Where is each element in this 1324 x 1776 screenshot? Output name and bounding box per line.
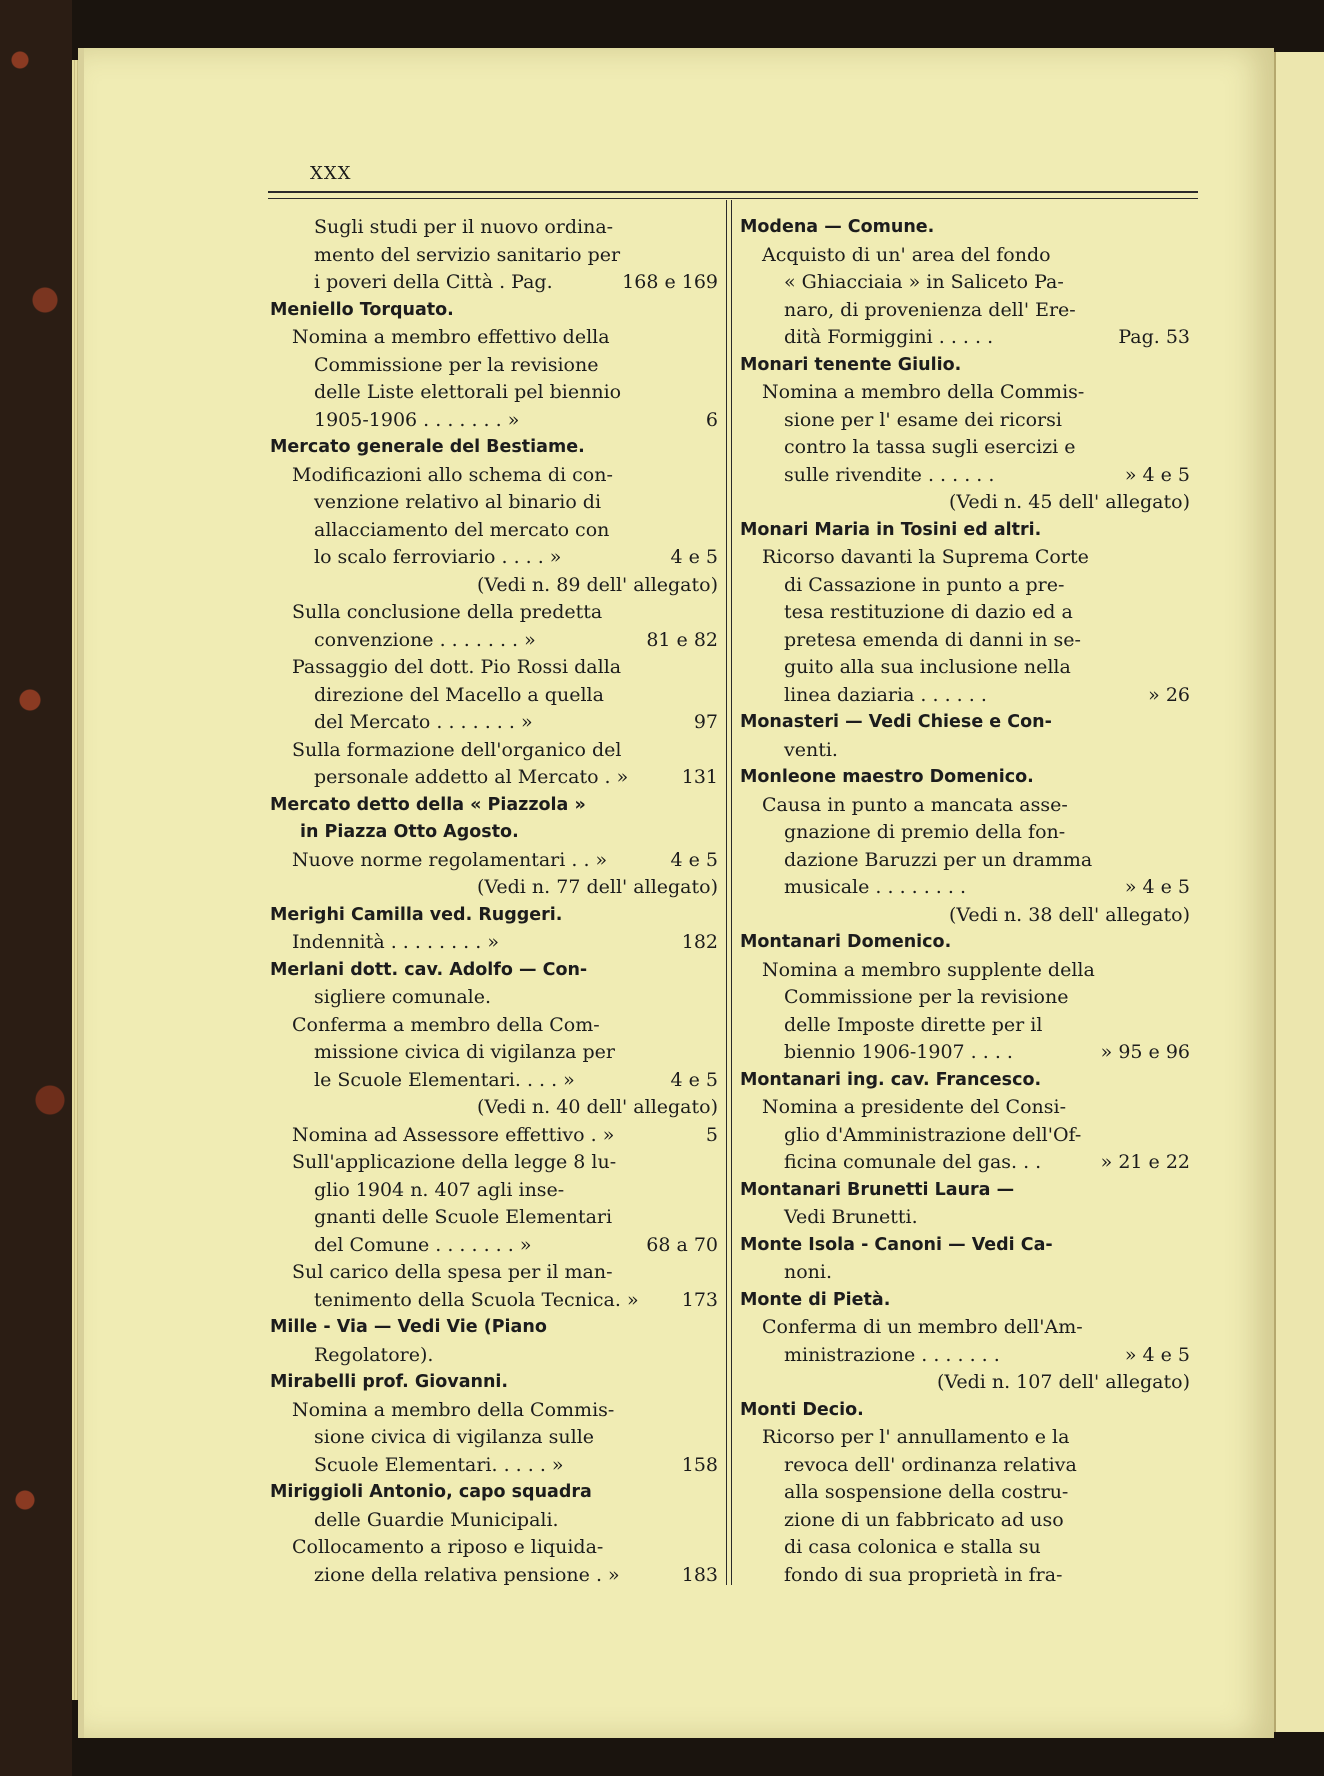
left-column bbox=[270, 214, 718, 1589]
subentry-last-line bbox=[740, 324, 1190, 352]
subentry-line: Nomina a membro della Commis- bbox=[292, 1398, 615, 1421]
subentry-text: 1905-1906 . . . . . . . » bbox=[314, 408, 520, 431]
subentry-last-line bbox=[270, 929, 718, 957]
subentry-text: musicale . . . . . . . . bbox=[784, 876, 967, 898]
page-number: 173 bbox=[681, 1288, 718, 1311]
subentry-line: Sugli studi per il nuovo ordina- bbox=[314, 216, 614, 238]
subentry-line: Nomina a membro supplente della bbox=[762, 958, 1095, 981]
subentry-line: Sulla formazione dell'organico del bbox=[292, 738, 622, 761]
subentry-line: Causa in punto a mancata asse- bbox=[762, 793, 1068, 816]
subentry-text: del Comune . . . . . . . » bbox=[314, 1233, 532, 1256]
index-continuation: Vedi Brunetti. bbox=[784, 1206, 918, 1228]
index-heading: Mercato generale del Bestiame. bbox=[270, 437, 585, 457]
subentry-line: fondo di sua proprietà in fra- bbox=[784, 1563, 1063, 1586]
subentry-line: allacciamento del mercato con bbox=[314, 518, 610, 541]
subentry-line: gnazione di premio della fon- bbox=[784, 821, 1066, 843]
subentry-last-line bbox=[740, 1342, 1190, 1370]
subentry-last-line bbox=[270, 764, 718, 792]
subentry-text: i poveri della Città . Pag. bbox=[314, 271, 553, 293]
index-continuation: venti. bbox=[784, 738, 838, 761]
subentry-last-line bbox=[740, 874, 1190, 902]
page-number: 168 e 169 bbox=[622, 271, 718, 293]
column-divider bbox=[726, 200, 732, 1585]
subentry-text: Nuove norme regolamentari . . » bbox=[292, 848, 608, 871]
index-heading: in Piazza Otto Agosto. bbox=[300, 822, 519, 842]
subentry-line: Sull'applicazione della legge 8 lu- bbox=[292, 1151, 617, 1173]
subentry-line: delle Liste elettorali pel biennio bbox=[314, 381, 622, 403]
allegato-reference: (Vedi n. 89 dell' allegato) bbox=[477, 573, 718, 596]
subentry-line: Commissione per la revisione bbox=[314, 353, 599, 376]
index-subentry bbox=[270, 1259, 718, 1314]
subentry-line: di Cassazione in punto a pre- bbox=[784, 573, 1065, 596]
subentry-line: sione civica di vigilanza sulle bbox=[314, 1426, 595, 1448]
index-heading: Montanari Domenico. bbox=[740, 932, 952, 952]
index-heading: Merighi Camilla ved. Ruggeri. bbox=[270, 904, 563, 925]
index-subentry bbox=[740, 1314, 1190, 1369]
index-heading: Monleone maestro Domenico. bbox=[740, 767, 1034, 787]
subentry-line: Sulla conclusione della predetta bbox=[292, 601, 603, 623]
page-number: 182 bbox=[681, 931, 718, 953]
subentry-last-line bbox=[740, 462, 1190, 490]
subentry-line: Sul carico della spesa per il man- bbox=[292, 1261, 613, 1283]
allegato-reference: (Vedi n. 107 dell' allegato) bbox=[936, 1371, 1190, 1393]
index-subentry bbox=[270, 1122, 718, 1150]
subentry-line: Ricorso davanti la Suprema Corte bbox=[762, 546, 1089, 568]
index-heading: Miriggioli Antonio, capo squadra bbox=[270, 1482, 592, 1502]
index-heading: Monti Decio. bbox=[740, 1399, 864, 1420]
subentry-text: linea daziaria . . . . . . bbox=[784, 683, 987, 706]
page-number: 158 bbox=[681, 1453, 718, 1476]
subentry-line: naro, di provenienza dell' Ere- bbox=[784, 298, 1076, 321]
page-number: 4 e 5 bbox=[670, 546, 718, 568]
book-binding bbox=[0, 0, 72, 1776]
subentry-line: Nomina a membro effettivo della bbox=[292, 326, 610, 348]
index-subentry bbox=[270, 462, 718, 572]
subentry-line: direzione del Macello a quella bbox=[314, 683, 604, 706]
index-heading: Merlani dott. cav. Adolfo — Con- bbox=[270, 959, 588, 980]
subentry-line: zione di un fabbricato ad uso bbox=[784, 1508, 1064, 1531]
subentry-line: Commissione per la revisione bbox=[784, 986, 1069, 1008]
right-column bbox=[740, 214, 1190, 1589]
allegato-reference: (Vedi n. 40 dell' allegato) bbox=[477, 1096, 718, 1118]
index-subentry bbox=[270, 1149, 718, 1259]
page-number: 4 e 5 bbox=[670, 848, 718, 871]
page-number: 4 e 5 bbox=[670, 1068, 718, 1091]
subentry-text: dità Formiggini . . . . . bbox=[784, 326, 994, 348]
index-continuation: sigliere comunale. bbox=[314, 986, 492, 1008]
subentry-text: biennio 1906-1907 . . . . bbox=[784, 1041, 1013, 1063]
subentry-line: Acquisto di un' area del fondo bbox=[762, 243, 1051, 266]
subentry-text: personale addetto al Mercato . » bbox=[314, 766, 629, 788]
index-subentry bbox=[270, 1397, 718, 1480]
index-continuation: noni. bbox=[784, 1261, 833, 1283]
subentry-line: Ricorso per l' annullamento e la bbox=[762, 1426, 1070, 1448]
index-subentry bbox=[740, 379, 1190, 489]
subentry-last-line bbox=[270, 269, 718, 297]
page-number: 183 bbox=[681, 1563, 718, 1586]
page-number: » 26 bbox=[1148, 683, 1190, 706]
index-heading: Monari Maria in Tosini ed altri. bbox=[740, 519, 1042, 540]
subentry-last-line bbox=[270, 1287, 718, 1315]
header-rule bbox=[268, 191, 1198, 193]
index-heading: Mille - Via — Vedi Vie (Piano bbox=[270, 1317, 547, 1337]
allegato-reference: (Vedi n. 45 dell' allegato) bbox=[949, 491, 1190, 513]
index-subentry bbox=[270, 929, 718, 957]
subentry-text: lo scalo ferroviario . . . . » bbox=[314, 546, 562, 568]
subentry-text: ministrazione . . . . . . . bbox=[784, 1343, 1000, 1366]
running-head: XXX bbox=[310, 163, 352, 184]
page-number: 68 a 70 bbox=[646, 1233, 718, 1256]
allegato-reference: (Vedi n. 38 dell' allegato) bbox=[949, 903, 1190, 926]
subentry-last-line bbox=[270, 407, 718, 435]
subentry-last-line bbox=[270, 847, 718, 875]
index-subentry bbox=[740, 242, 1190, 352]
subentry-last-line bbox=[270, 709, 718, 737]
subentry-last-line bbox=[270, 1122, 718, 1150]
page-number: Pag. 53 bbox=[1118, 326, 1190, 348]
index-subentry bbox=[270, 1534, 718, 1589]
subentry-last-line bbox=[740, 682, 1190, 710]
allegato-reference: (Vedi n. 77 dell' allegato) bbox=[477, 876, 718, 898]
subentry-line: Conferma a membro della Com- bbox=[292, 1013, 600, 1036]
subentry-line: di casa colonica e stalla su bbox=[784, 1536, 1041, 1558]
index-heading: Monari tenente Giulio. bbox=[740, 354, 962, 375]
facing-page-edge bbox=[1274, 52, 1324, 1732]
index-heading: Meniello Torquato. bbox=[270, 299, 454, 320]
subentry-line: alla sospensione della costru- bbox=[784, 1481, 1069, 1503]
subentry-line: tesa restituzione di dazio ed a bbox=[784, 601, 1073, 623]
page-number: 81 e 82 bbox=[646, 628, 718, 651]
subentry-line: sione per l' esame dei ricorsi bbox=[784, 408, 1062, 431]
index-subentry bbox=[270, 654, 718, 737]
index-subentry bbox=[270, 324, 718, 434]
subentry-last-line bbox=[270, 544, 718, 572]
index-subentry bbox=[270, 847, 718, 875]
subentry-line: gnanti delle Scuole Elementari bbox=[314, 1206, 613, 1228]
index-heading: Monte di Pietà. bbox=[740, 1289, 891, 1310]
index-subentry bbox=[740, 544, 1190, 709]
subentry-text: tenimento della Scuola Tecnica. » bbox=[314, 1288, 639, 1311]
subentry-line: mento del servizio sanitario per bbox=[314, 243, 621, 266]
subentry-line: Nomina a membro della Commis- bbox=[762, 381, 1085, 403]
index-heading: Mirabelli prof. Giovanni. bbox=[270, 1372, 509, 1392]
index-continuation: delle Guardie Municipali. bbox=[314, 1508, 559, 1531]
subentry-line: Passaggio del dott. Pio Rossi dalla bbox=[292, 656, 622, 678]
subentry-last-line bbox=[270, 1562, 718, 1590]
subentry-line: contro la tassa sugli esercizi e bbox=[784, 436, 1076, 458]
subentry-line: dazione Baruzzi per un dramma bbox=[784, 848, 1093, 871]
index-subentry bbox=[740, 1424, 1190, 1589]
page-number: » 21 e 22 bbox=[1100, 1151, 1190, 1173]
subentry-text: del Mercato . . . . . . . » bbox=[314, 711, 533, 733]
subentry-text: Scuole Elementari. . . . . » bbox=[314, 1453, 564, 1476]
index-heading: Montanari Brunetti Laura — bbox=[740, 1179, 1015, 1200]
subentry-line: venzione relativo al binario di bbox=[314, 491, 602, 513]
subentry-line: Nomina a presidente del Consi- bbox=[762, 1096, 1066, 1118]
subentry-text: ficina comunale del gas. . . bbox=[784, 1151, 1042, 1173]
subentry-line: Conferma di un membro dell'Am- bbox=[762, 1316, 1083, 1338]
index-subentry bbox=[740, 957, 1190, 1067]
page-number: » 4 e 5 bbox=[1124, 463, 1190, 486]
index-heading: Monte Isola - Canoni — Vedi Ca- bbox=[740, 1234, 1053, 1255]
index-subentry bbox=[270, 599, 718, 654]
subentry-line: delle Imposte dirette per il bbox=[784, 1013, 1043, 1036]
subentry-line: Collocamento a riposo e liquida- bbox=[292, 1536, 604, 1558]
subentry-text: zione della relativa pensione . » bbox=[314, 1563, 620, 1586]
subentry-text: Nomina ad Assessore effettivo . » bbox=[292, 1123, 615, 1146]
index-subentry bbox=[740, 1094, 1190, 1177]
index-subentry bbox=[270, 214, 718, 297]
index-heading: Monasteri — Vedi Chiese e Con- bbox=[740, 712, 1052, 732]
page-number: » 4 e 5 bbox=[1124, 1343, 1190, 1366]
page-number: 131 bbox=[681, 766, 718, 788]
subentry-line: revoca dell' ordinanza relativa bbox=[784, 1453, 1077, 1476]
subentry-text: convenzione . . . . . . . » bbox=[314, 628, 536, 651]
page-number: 6 bbox=[705, 408, 718, 431]
subentry-line: « Ghiacciaia » in Saliceto Pa- bbox=[784, 271, 1064, 293]
subentry-last-line bbox=[270, 627, 718, 655]
subentry-last-line bbox=[270, 1452, 718, 1480]
index-subentry bbox=[740, 792, 1190, 902]
subentry-text: Indennità . . . . . . . . » bbox=[292, 931, 499, 953]
subentry-line: guito alla sua inclusione nella bbox=[784, 656, 1071, 678]
subentry-line: pretesa emenda di danni in se- bbox=[784, 628, 1081, 651]
page-number: 97 bbox=[693, 711, 718, 733]
subentry-last-line bbox=[270, 1232, 718, 1260]
index-heading: Modena — Comune. bbox=[740, 217, 935, 237]
subentry-last-line bbox=[740, 1039, 1190, 1067]
subentry-last-line bbox=[270, 1067, 718, 1095]
subentry-text: sulle rivendite . . . . . . bbox=[784, 463, 995, 486]
header-rule-thin bbox=[268, 198, 1198, 199]
subentry-last-line bbox=[740, 1149, 1190, 1177]
index-heading: Mercato detto della « Piazzola » bbox=[270, 794, 586, 815]
page-number: » 95 e 96 bbox=[1100, 1041, 1190, 1063]
subentry-line: Modificazioni allo schema di con- bbox=[292, 463, 613, 486]
page-number: » 4 e 5 bbox=[1124, 876, 1190, 898]
index-subentry bbox=[270, 737, 718, 792]
index-continuation: Regolatore). bbox=[314, 1343, 434, 1366]
subentry-line: glio 1904 n. 407 agli inse- bbox=[314, 1178, 565, 1201]
subentry-line: missione civica di vigilanza per bbox=[314, 1041, 616, 1063]
index-subentry bbox=[270, 1012, 718, 1095]
subentry-text: le Scuole Elementari. . . . » bbox=[314, 1068, 575, 1091]
index-heading: Montanari ing. cav. Francesco. bbox=[740, 1069, 1042, 1090]
page-number: 5 bbox=[705, 1123, 718, 1146]
subentry-line: glio d'Amministrazione dell'Of- bbox=[784, 1123, 1082, 1146]
